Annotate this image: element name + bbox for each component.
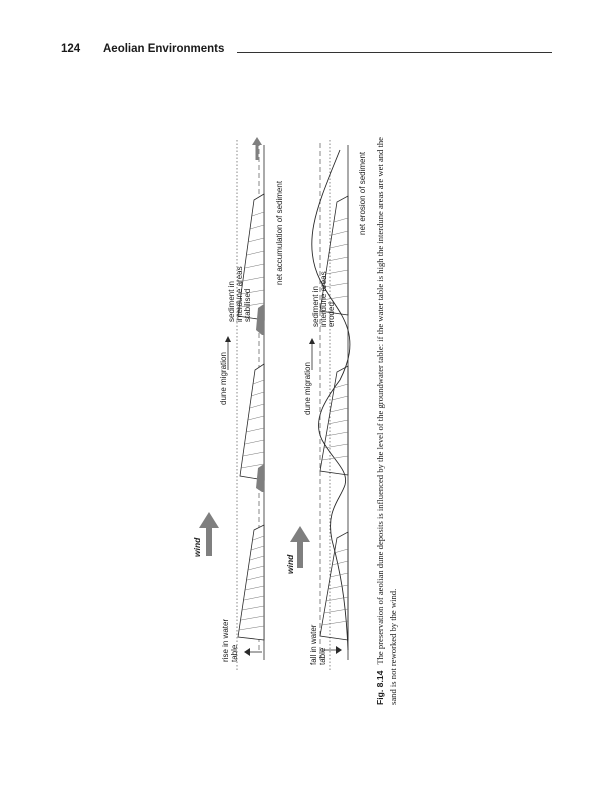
wind-arrow-upper-head — [199, 512, 219, 528]
stabilised-label-line-2: interdune areas — [235, 266, 244, 322]
fall-label-line-2: table — [318, 647, 327, 665]
eroded-interdune-label — [311, 269, 336, 327]
stabilised-label-line-3: stabilised — [243, 288, 252, 322]
wind-label-upper: wind — [192, 537, 202, 557]
fall-arrow-head — [336, 646, 342, 654]
lower-dune-2-foresets — [322, 384, 348, 460]
net-erosion-label: net erosion of sediment — [358, 151, 367, 235]
lower-dune-migration-label: dune migration — [303, 362, 312, 415]
caption-text-line-1: The preservation of aeolian dune deposits is influenced by the level of the groundwater table: if the water table is high the interdune areas are wet and the — [375, 137, 385, 665]
figure-caption — [375, 137, 398, 705]
lower-dune-1-foresets — [322, 549, 348, 625]
rotated-figure — [192, 137, 398, 705]
caption-line-2: sand is not reworked by the wind. — [388, 588, 398, 705]
accumulation-arrow-head — [252, 137, 262, 145]
net-accumulation-label: net accumulation of sediment — [275, 180, 284, 285]
rise-label-line-2: table — [230, 644, 239, 662]
fall-water-table-label — [309, 622, 327, 665]
upper-dune-migration-label: dune migration — [219, 352, 228, 405]
caption-line-1 — [375, 137, 385, 705]
wind-arrow-lower-head — [290, 526, 310, 542]
page-number: 124 — [61, 43, 81, 55]
eroded-label-line-2: interdune areas — [319, 271, 328, 327]
eroded-label-line-3: eroded — [327, 302, 336, 327]
rise-arrow-head — [244, 648, 250, 656]
lower-migration-arrow-head — [309, 338, 315, 344]
caption-figure-label: Fig. 8.14 — [375, 670, 385, 705]
upper-panel — [219, 137, 284, 670]
eroded-label-line-1: sediment in — [311, 286, 320, 327]
rise-water-table-label — [221, 617, 239, 662]
chapter-title: Aeolian Environments — [103, 43, 225, 55]
upper-migration-arrow-head — [225, 336, 231, 342]
stabilised-label-line-1: sediment in — [227, 281, 236, 322]
lower-dune-2 — [320, 366, 348, 475]
fall-label-line-1: fall in water — [309, 624, 318, 665]
lower-panel — [303, 140, 367, 670]
rise-label-line-1: rise in water — [221, 618, 230, 662]
upper-dune-1 — [238, 525, 264, 640]
wind-label-lower: wind — [285, 554, 295, 574]
